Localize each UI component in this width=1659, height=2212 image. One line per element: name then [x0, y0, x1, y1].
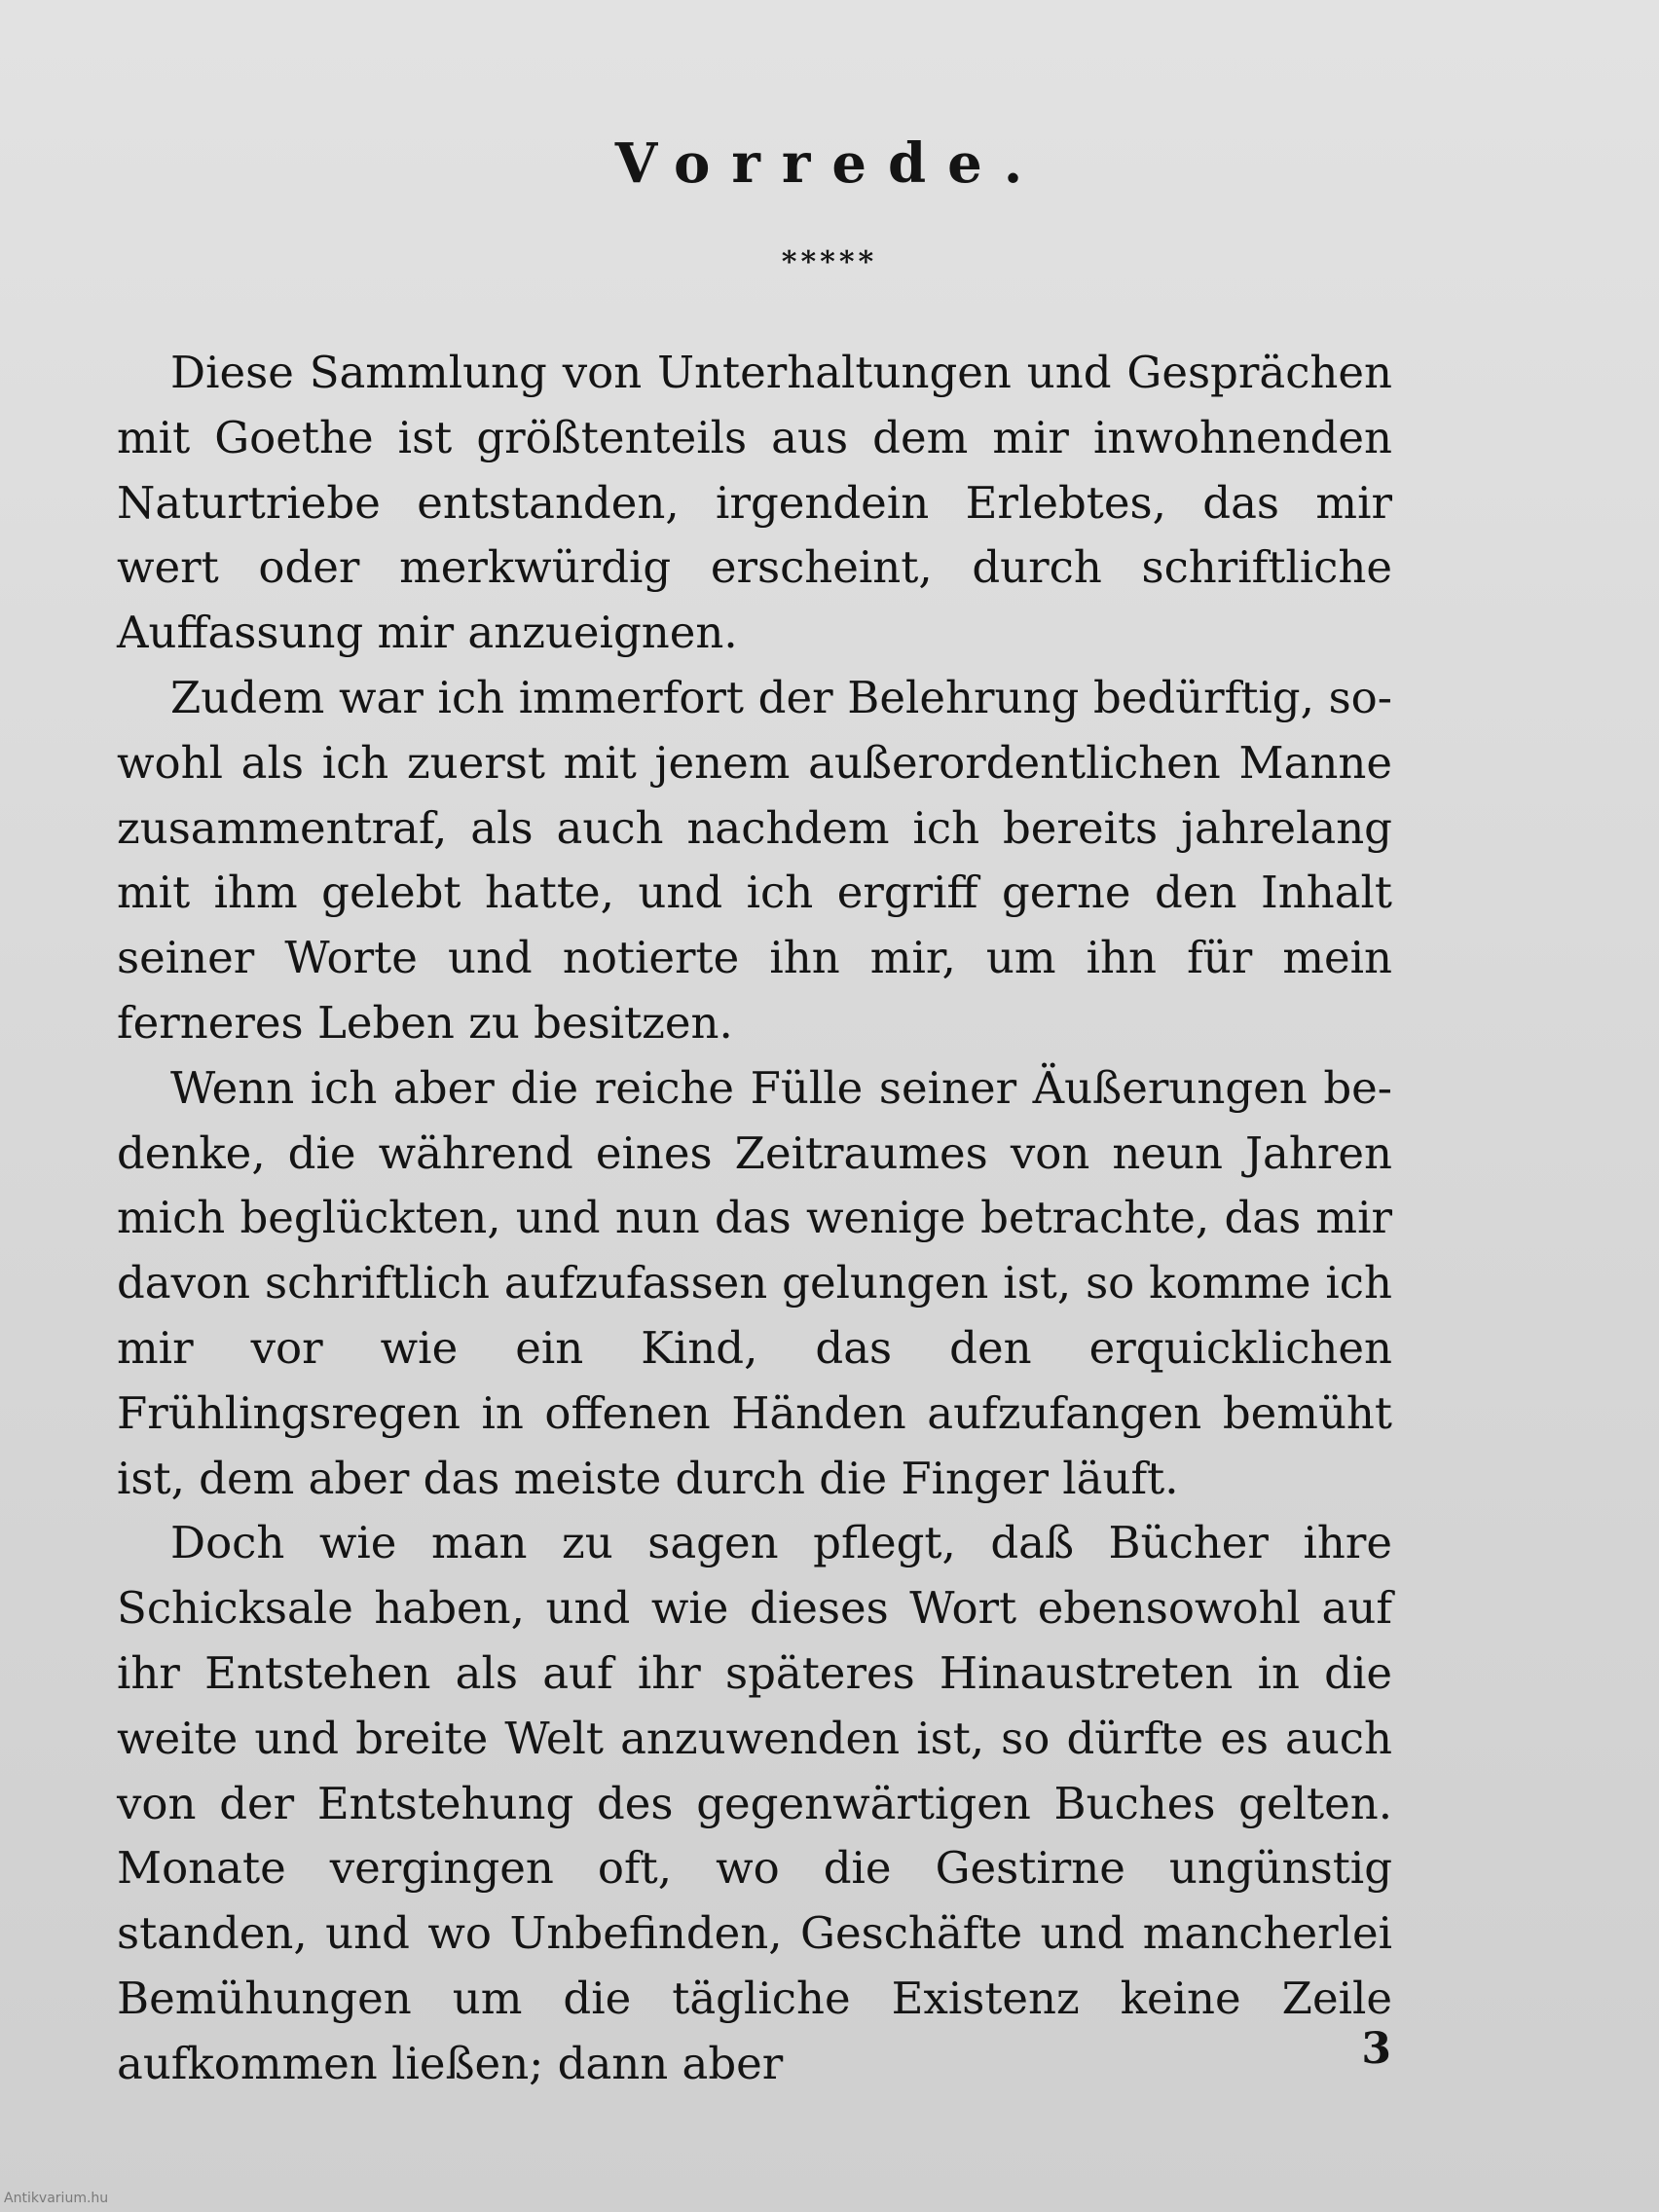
chapter-title: Vorrede. [614, 131, 1045, 196]
ornament-stars: ***** [781, 245, 878, 279]
paragraph: Zudem war ich immerfort der Belehrung bedürftig, sowohl als ich zuerst mit jenem außerordentlichen Manne zusammentraf, als auch nachdem ich bereits jahrelang mit ihm gelebt hatte, und ich ergriff gerne den Inhalt seiner Worte und notierte ihn mir, um ihn für mein ferneres Leben zu besitzen. [117, 671, 1392, 1049]
watermark: Antikvarium.hu [4, 2191, 109, 2206]
page-number: 3 [1361, 2024, 1391, 2074]
paragraph: Diese Sammlung von Unterhaltungen und Gesprächen mit Goethe ist größtenteils aus dem mir inwohnenden Naturtriebe entstanden, irgendein Erlebtes, das mir wert oder merkwürdig erscheint, durch schriftliche Auffassung mir anzueignen. [117, 347, 1392, 659]
paragraph: Wenn ich aber die reiche Fülle seiner Äußerungen bedenke, die während eines Zeitraumes von neun Jahren mich beglückten, und nun das wenige betrachte, das mir davon schriftlich aufzufassen gelungen ist, so komme ich mir vor wie ein Kind, das den erquicklichen Frühlingsregen in offenen Händen aufzufangen bemüht ist, dem aber das meiste durch die Finger läuft. [117, 1061, 1392, 1504]
paragraph: Doch wie man zu sagen pflegt, daß Bücher ihre Schicksale haben, und wie dieses Wort ebensowohl auf ihr Entstehen als auf ihr späteres Hinaustreten in die weite und breite Welt anzuwenden ist, so dürfte es auch von der Entstehung des gegenwärtigen Buches gelten. Monate vergingen oft, wo die Gestirne ungünstig standen, und wo Unbefinden, Geschäfte und mancherlei Bemühungen um die tägliche Existenz keine Zeile aufkommen ließen; dann aber [117, 1517, 1392, 2089]
body-text [117, 341, 1392, 2097]
